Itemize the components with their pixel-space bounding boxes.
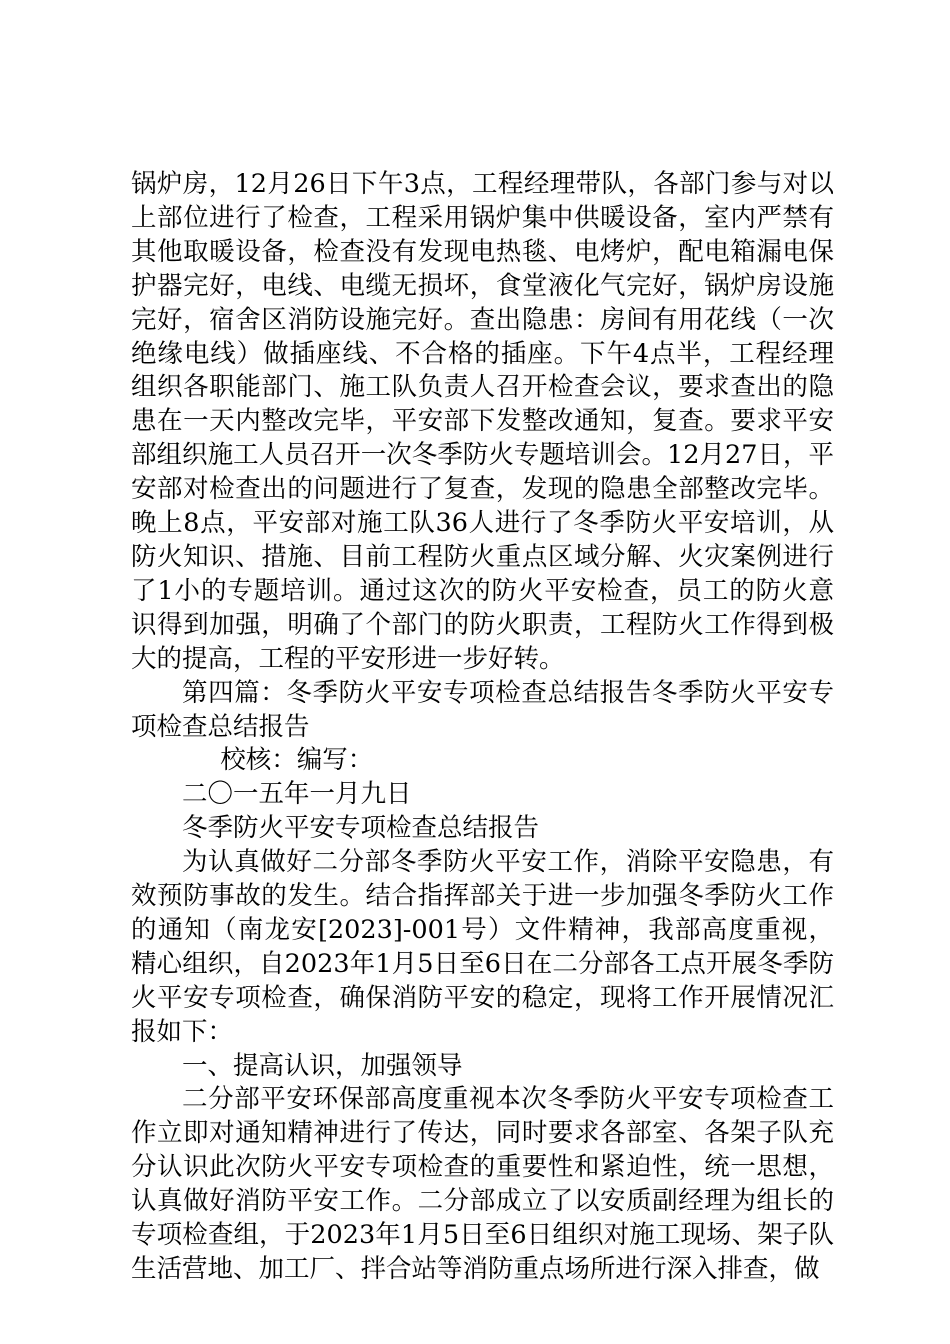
report-date: 二〇一五年一月九日 [182,779,412,810]
document-page [131,168,834,1287]
report-title: 冬季防火平安专项检查总结报告 [182,813,540,844]
paragraph-opening: 为认真做好二分部冬季防火平安工作，消除平安隐患，有效预防事故的发生。结合指挥部关于进一步加强冬季防火工作的通知（南龙安[2023]-001号）文件精神，我部高度重视，精心组织，自2023年1月5日至6日在二分部各工点开展冬季防火平安专项检查，确保消防平安的稳定，现将工作开展情况汇报如下： [131,847,834,1047]
paragraph-boiler-inspection: 锅炉房，12月26日下午3点，工程经理带队，各部门参与对以上部位进行了检查，工程采用锅炉集中供暖设备，室内严禁有其他取暖设备，检查没有发现电热毯、电烤炉，配电箱漏电保护器完好，电线、电缆无损坏，食堂液化气完好，锅炉房设施完好，宿舍区消防设施完好。查出隐患：房间有用花线（一次绝缘电线）做插座线、不合格的插座。下午4点半，工程经理组织各职能部门、施工队负责人召开检查会议，要求查出的隐患在一天内整改完毕，平安部下发整改通知，复查。要求平安部组织施工人员召开一次冬季防火专题培训会。12月27日，平安部对检查出的问题进行了复查，发现的隐患全部整改完毕。晚上8点，平安部对施工队36人进行了冬季防火平安培训，从防火知识、措施、目前工程防火重点区域分解、火灾案例进行了1小的专题培训。通过这次的防火平安检查，员工的防火意识得到加强，明确了个部门的防火职责，工程防火工作得到极大的提高，工程的平安形进一步好转。 [131,169,834,674]
paragraph-section-one: 二分部平安环保部高度重视本次冬季防火平安专项检查工作立即对通知精神进行了传达，同时要求各部室、各架子队充分认识此次防火平安专项检查的重要性和紧迫性，统一思想，认真做好消防平安工作。二分部成立了以安质副经理为组长的专项检查组，于2023年1月5日至6日组织对施工现场、架子队生活营地、加工厂、拌合站等消防重点场所进行深入排查，做 [131,1084,834,1284]
chapter-heading: 第四篇：冬季防火平安专项检查总结报告冬季防火平安专项检查总结报告 [131,677,834,742]
signoff-line: 校核：编写： [220,745,374,776]
section-one-heading: 一、提高认识，加强领导 [182,1050,463,1081]
